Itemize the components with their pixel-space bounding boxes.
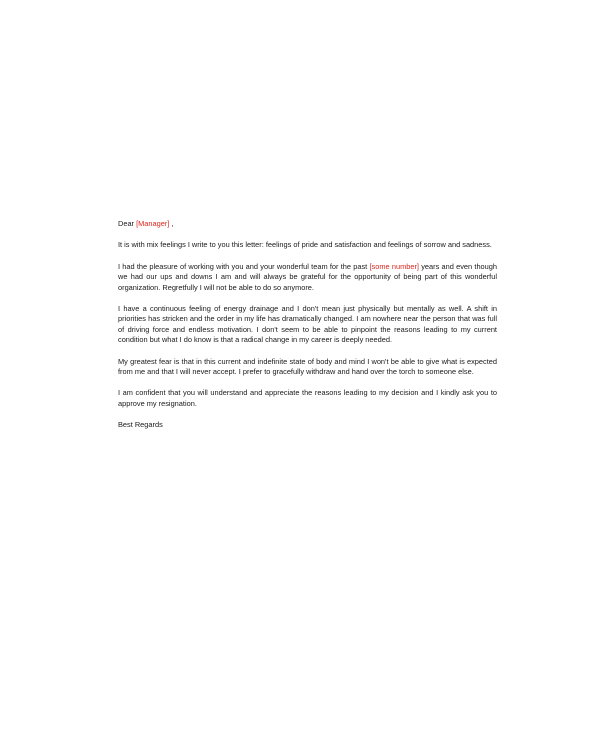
resignation-letter (118, 219, 497, 431)
paragraph-5: I am confident that you will understand and appreciate the reasons leading to my decision and I kindly ask you to approve my resignation. (118, 388, 497, 408)
closing-line: Best Regards (118, 420, 163, 430)
years-placeholder: [some number] (369, 261, 419, 271)
paragraph-2-end: years and even though we had our ups and downs I am and will always be grateful for the opportunity of being part of this wonderful organization. Regretfully I will not be able to do so anymore. (118, 261, 497, 292)
paragraph-3: I have a continuous feeling of energy drainage and I don't mean just physically but mentally as well. A shift in priorities has stricken and the order in my life has dramatically changed. I am nowhere near the person that was full of driving force and endless motivation. I don't seem to be able to pinpoint the reasons leading to my current condition but what I do know is that a radical change in my career is deeply needed. (118, 304, 497, 345)
paragraph-2-start: I had the pleasure of working with you and your wonderful team for the past (118, 261, 370, 271)
paragraph-1: It is with mix feelings I write to you this letter: feelings of pride and satisfaction and feelings of sorrow and sadness. (118, 240, 492, 250)
paragraph-2 (118, 262, 497, 293)
greeting-suffix: , (169, 219, 174, 228)
paragraph-4: My greatest fear is that in this current and indefinite state of body and mind I won't be able to give what is expected from me and that I will never accept. I prefer to gracefully withdraw and hand over the torch to someone else. (118, 356, 497, 377)
greeting-line (118, 219, 497, 229)
greeting-prefix: Dear (118, 219, 137, 228)
manager-placeholder: [Manager] (136, 219, 170, 228)
